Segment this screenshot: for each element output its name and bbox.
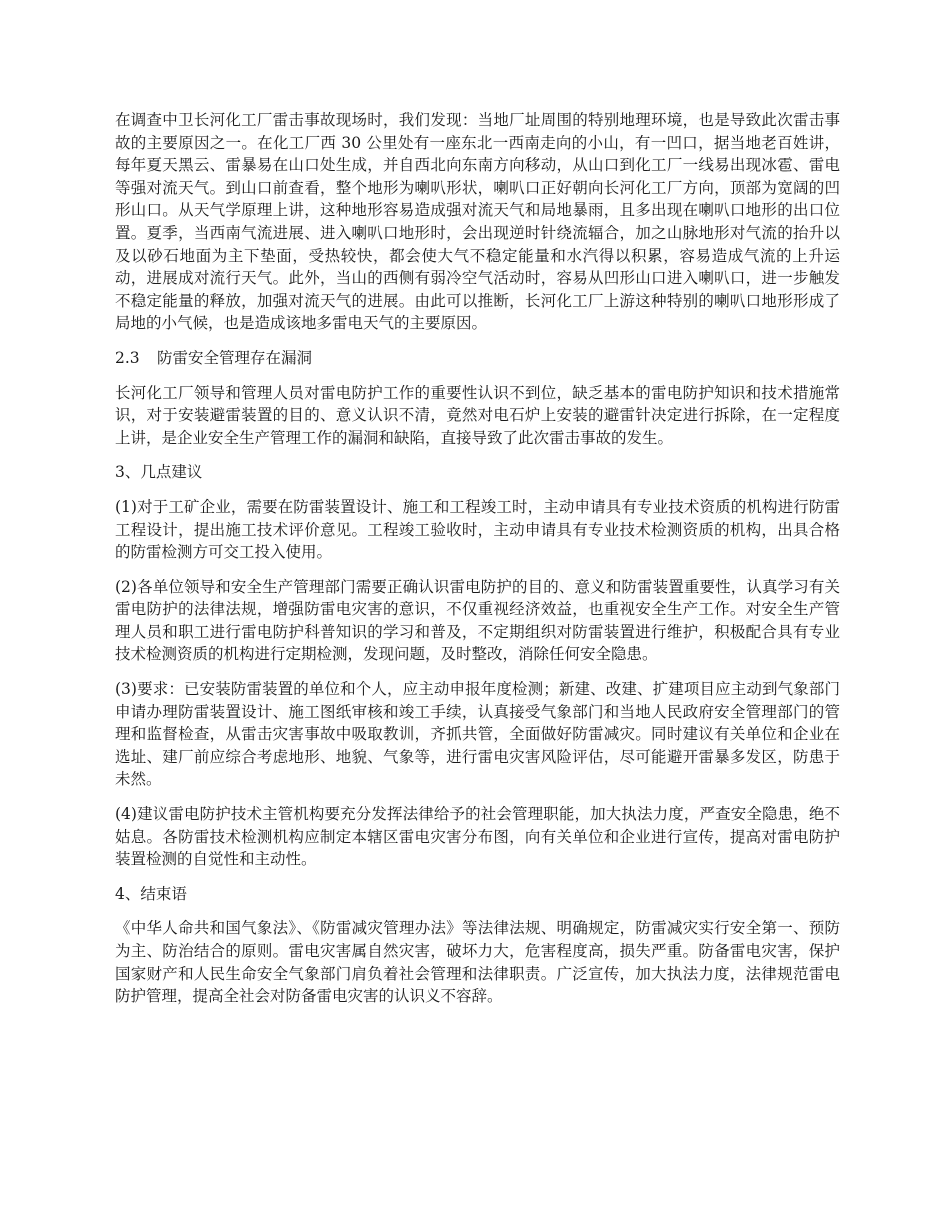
suggestion-4: (4)建议雷电防护技术主管机构要充分发挥法律给予的社会管理职能，加大执法力度，严查安全隐患，绝不姑息。各防雷技术检测机构应制定本辖区雷电灾害分布图，向有关单位和企业进行宣传，提高对雷电防护装置检测的自觉性和主动性。 — [115, 805, 840, 869]
intro-paragraph: 在调查中卫长河化工厂雷击事故现场时，我们发现：当地厂址周围的特别地理环境，也是导致此次雷击事故的主要原因之一。在化工厂西 30 公里处有一座东北一西南走向的小山，有一凹口，据当地老百姓讲，每年夏天黑云、雷暴易在山口处生成，并自西北向东南方向移动，从山口到化工厂一线易出现冰雹、雷电等强对流天气。到山口前查看，整个地形为喇叭形状，喇叭口正好朝向长河化工厂方向，顶部为宽阔的凹形山口。从天气学原理上讲，这种地形容易造成强对流天气和局地暴雨，且多出现在喇叭口地形的出口位置。夏季，当西南气流进展、进入喇叭口地形时，会出现逆时针绕流辐合，加之山脉地形对气流的抬升以及以砂石地面为主下垫面，受热较快，都会使大气不稳定能量和水汽得以积累，容易造成气流的上升运动，进展成对流行天气。此外，当山的西侧有弱冷空气活动时，容易从凹形山口进入喇叭口，进一步触发不稳定能量的释放，加强对流天气的进展。由此可以推断，长河化工厂上游这种特别的喇叭口地形形成了局地的小气候，也是造成该地多雷电天气的主要原因。 — [115, 111, 840, 333]
section-2-3-heading — [115, 347, 840, 370]
suggestion-1: (1)对于工矿企业，需要在防雷装置设计、施工和工程竣工时，主动申请具有专业技术资质的机构进行防雷工程设计，提出施工技术评价意见。工程竣工验收时，主动申请具有专业技术检测资质的机构，出具合格的防雷检测方可交工投入使用。 — [115, 497, 840, 562]
section-2-3-paragraph: 长河化工厂领导和管理人员对雷电防护工作的重要性认识不到位，缺乏基本的雷电防护知识和技术措施常识，对于安装避雷装置的目的、意义认识不清，竟然对电石炉上安装的避雷针决定进行拆除，在一定程度上讲，是企业安全生产管理工作的漏洞和缺陷，直接导致了此次雷击事故的发生。 — [115, 383, 840, 447]
section-3-heading: 3、几点建议 — [115, 463, 203, 482]
suggestion-3: (3)要求：已安装防雷装置的单位和个人，应主动申报年度检测；新建、改建、扩建项目应主动到气象部门申请办理防雷装置设计、施工图纸审核和竣工手续，认真接受气象部门和当地人民政府安全管理部门的管理和监督检查，从雷击灾害事故中吸取教训，齐抓共管，全面做好防雷减灾。同时建议有关单位和企业在选址、建厂前应综合考虑地形、地貌、气象等，进行雷电灾害风险评估，尽可能避开雷暴多发区，防患于未然。 — [115, 680, 840, 789]
conclusion-paragraph: 《中华人命共和国气象法》、《防雷减灾管理办法》等法律法规、明确规定，防雷减灾实行安全第一、预防为主、防治结合的原则。雷电灾害属自然灾害，破坏力大，危害程度高，损失严重。防备雷电灾害，保护国家财产和人民生命安全气象部门肩负着社会管理和法律职责。广泛宣传，加大执法力度，法律规范雷电防护管理，提高全社会对防备雷电灾害的认识义不容辞。 — [115, 919, 840, 1006]
section-2-3-title: 防雷安全管理存在漏洞 — [157, 348, 313, 367]
section-2-3-number: 2.3 — [115, 348, 140, 367]
suggestion-2: (2)各单位领导和安全生产管理部门需要正确认识雷电防护的目的、意义和防雷装置重要性，认真学习有关雷电防护的法律法规，增强防雷电灾害的意识，不仅重视经济效益，也重视安全生产工作。对安全生产管理人员和职工进行雷电防护科普知识的学习和普及，不定期组织对防雷装置进行维护，积极配合具有专业技术检测资质的机构进行定期检测，发现问题，及时整改，消除任何安全隐患。 — [115, 577, 840, 664]
section-4-heading: 4、结束语 — [115, 884, 187, 903]
document-body — [115, 109, 840, 1020]
